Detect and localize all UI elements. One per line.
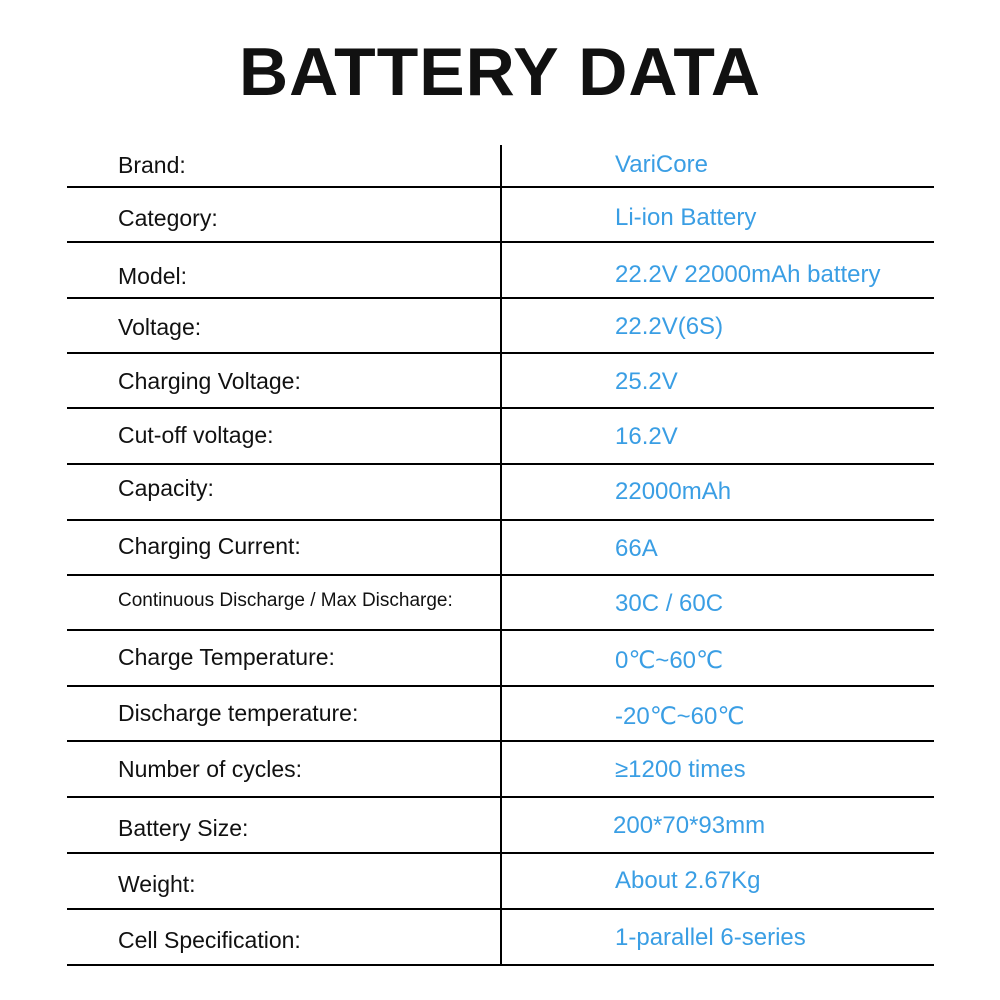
row-value: 30C / 60C: [615, 590, 724, 617]
row-label: Cut-off voltage:: [118, 422, 274, 448]
row-value: About 2.67Kg: [615, 867, 761, 894]
row-label: Model:: [118, 263, 188, 289]
row-label: Discharge temperature:: [118, 700, 359, 726]
row-value: 66A: [615, 535, 658, 562]
table-row-weight: [67, 854, 934, 910]
row-label: Charging Current:: [118, 533, 301, 559]
row-value: VariCore: [615, 151, 708, 178]
table-row-voltage: [67, 299, 934, 354]
table-row-category: [67, 188, 934, 243]
row-label: Weight:: [118, 871, 196, 897]
row-value: 200*70*93mm: [613, 812, 766, 839]
row-label: Capacity:: [118, 475, 214, 501]
row-label: Number of cycles:: [118, 756, 303, 782]
row-value: 22000mAh: [615, 478, 732, 505]
row-label: Charging Voltage:: [118, 368, 301, 394]
page-title: BATTERY DATA: [239, 34, 761, 110]
table-row-cycles: [67, 742, 934, 798]
table-row-discharge-temperature: [67, 687, 934, 742]
table-row-charging-voltage: [67, 354, 934, 409]
row-label: Category:: [118, 205, 218, 231]
row-label: Voltage:: [118, 314, 202, 340]
row-label: Cell Specification:: [118, 927, 301, 953]
row-value: ≥1200 times: [615, 756, 746, 783]
table-row-capacity: [67, 465, 934, 521]
table-row-charging-current: [67, 521, 934, 576]
table-row-brand: [67, 145, 934, 188]
row-label: Charge Temperature:: [118, 644, 335, 670]
row-label: Battery Size:: [118, 815, 249, 841]
row-value: 0℃~60℃: [615, 647, 723, 674]
table-row-cell-specification: [67, 910, 934, 966]
table-row-model: [67, 243, 934, 299]
row-value: Li-ion Battery: [615, 204, 757, 231]
row-value: 16.2V: [615, 423, 678, 450]
table-row-discharge: [67, 576, 934, 631]
row-label: Brand:: [118, 152, 186, 178]
table-row-battery-size: [67, 798, 934, 854]
spec-table: [67, 145, 934, 966]
row-value: 25.2V: [615, 368, 678, 395]
row-value: -20℃~60℃: [615, 703, 745, 730]
table-row-charge-temperature: [67, 631, 934, 687]
row-value: 22.2V(6S): [615, 313, 724, 340]
row-value: 22.2V 22000mAh battery: [615, 261, 881, 288]
row-label: Continuous Discharge / Max Discharge:: [118, 590, 453, 611]
table-row-cutoff-voltage: [67, 409, 934, 465]
row-value: 1-parallel 6-series: [615, 924, 806, 951]
